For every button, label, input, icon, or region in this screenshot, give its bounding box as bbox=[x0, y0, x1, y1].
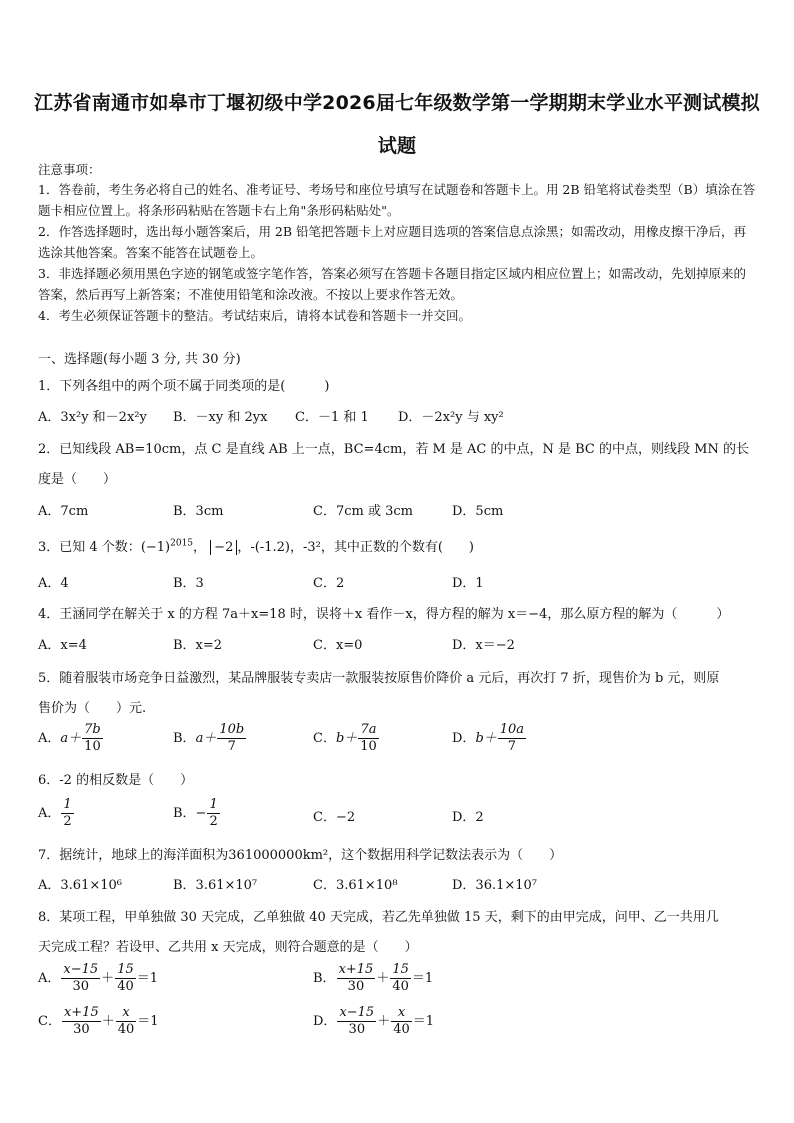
q8-b-den1: 30 bbox=[347, 979, 365, 994]
q8-c-frac1 bbox=[62, 1005, 101, 1038]
exam-title: 江苏省南通市如皋市丁堰初级中学2026届七年级数学第一学期期末学业水平测试模拟 bbox=[34, 92, 760, 114]
q8-b-equals: ＝1 bbox=[411, 971, 434, 986]
note-item-4: 4．考生必须保证答题卡的整洁。考试结束后，请将本试卷和答题卡一并交回。 bbox=[38, 308, 471, 323]
q5-option-b bbox=[173, 722, 247, 755]
q3-power-exp: 2015 bbox=[170, 538, 194, 549]
q5-d-label: D． bbox=[452, 731, 476, 746]
q4-option-a: A．x=4 bbox=[38, 638, 87, 653]
q6-a-label: A． bbox=[38, 806, 61, 821]
q8-b-num1: x+15 bbox=[338, 962, 374, 977]
q2-stem: 2．已知线段 AB=10cm，点 C 是直线 AB 上一点，BC=4cm，若 M 是 AC 的中点，N 是 BC 的中点，则线段 MN 的长 bbox=[38, 442, 749, 457]
q8-option-c bbox=[38, 1005, 159, 1038]
q6-b-label: B．− bbox=[173, 806, 207, 821]
q6-b-numerator: 1 bbox=[209, 797, 218, 812]
q5-b-denominator: 7 bbox=[227, 739, 236, 754]
q8-stem: 8．某项工程，甲单独做 30 天完成，乙单独做 40 天完成，若乙先单独做 15 天，剩下的由甲完成，问甲、乙一共用几 bbox=[38, 910, 719, 925]
q5-stem: 5．随着服装市场竞争日益激烈，某品牌服装专卖店一款服装按原售价降价 a 元后，再次打 7 折，现售价为 b 元，则原 bbox=[38, 671, 720, 686]
q6-option-d: D．2 bbox=[452, 810, 484, 825]
note-item-1: 1．答卷前，考生务必将自己的姓名、准考证号、考场号和座位号填写在试题卷和答题卡上。用 2B 铅笔将试卷类型（B）填涂在答题卡相应位置上。将条形码粘贴在答题卡右上角"条形码粘贴处"。 bbox=[38, 182, 756, 218]
q8-c-label: C． bbox=[38, 1014, 61, 1029]
q1-option-a: A．3x²y 和－2x²y bbox=[38, 410, 147, 425]
q1-option-d: D．－2x²y 与 xy² bbox=[398, 410, 504, 425]
q3-prefix: 3．已知 4 个数： bbox=[38, 540, 141, 555]
q3-rest: ，-(-1.2)，-3²，其中正数的个数有( ) bbox=[237, 540, 474, 555]
q8-d-den1: 30 bbox=[348, 1022, 366, 1037]
q5-b-numerator: 10b bbox=[219, 722, 245, 737]
q5-c-fraction bbox=[358, 722, 379, 755]
q8-a-den1: 30 bbox=[72, 979, 90, 994]
q3-option-a: A．4 bbox=[38, 576, 69, 591]
q1-option-c: C．－1 和 1 bbox=[295, 410, 369, 425]
q5-option-a bbox=[38, 722, 104, 755]
q7-option-b: B．3.61×10⁷ bbox=[173, 878, 258, 893]
q2-option-a: A．7cm bbox=[38, 504, 89, 519]
q5-c-term: b＋ bbox=[335, 731, 358, 746]
q3-stem: 3．已知 4 个数：$(-1)^{2015}$， −2 ，-(-1.2)，-3²，其中正数的个数有( ) bbox=[38, 538, 474, 555]
notes-heading: 注意事项： bbox=[38, 162, 101, 177]
q2-option-b: B．3cm bbox=[173, 504, 224, 519]
q8-c-den2: 40 bbox=[117, 1022, 135, 1037]
q4-option-b: B．x=2 bbox=[173, 638, 223, 653]
q8-a-frac2 bbox=[115, 962, 136, 995]
q8-a-num1: x−15 bbox=[63, 962, 99, 977]
q7-option-d: D．36.1×10⁷ bbox=[452, 878, 538, 893]
q8-d-frac2 bbox=[391, 1005, 412, 1038]
q5-a-label: A． bbox=[38, 731, 61, 746]
q4-option-c: C．x=0 bbox=[313, 638, 363, 653]
q6-a-numerator: 1 bbox=[63, 797, 72, 812]
q8-option-a bbox=[38, 962, 158, 995]
q7-option-a: A．3.61×10⁶ bbox=[38, 878, 122, 893]
q5-c-label: C． bbox=[313, 731, 336, 746]
q6-option-b bbox=[173, 797, 221, 830]
q8-b-num2: 15 bbox=[392, 962, 409, 977]
q5-a-fraction bbox=[82, 722, 103, 755]
q8-b-plus: ＋ bbox=[376, 971, 390, 986]
q6-a-fraction bbox=[61, 797, 73, 830]
q8-a-den2: 40 bbox=[117, 979, 134, 994]
q8-d-equals: ＝1 bbox=[412, 1014, 435, 1029]
exam-title-line2: 试题 bbox=[377, 135, 417, 157]
q8-c-frac2 bbox=[116, 1005, 137, 1038]
q8-option-b bbox=[313, 962, 433, 995]
q2-stem-cont: 度是（ ） bbox=[38, 472, 117, 487]
q8-d-frac1 bbox=[337, 1005, 376, 1038]
q5-d-denominator: 7 bbox=[507, 739, 517, 754]
q6-option-c: C．−2 bbox=[313, 810, 356, 825]
q4-stem: 4．王涵同学在解关于 x 的方程 7a＋x=18 时，误将＋x 看作－x，得方程的解为 x＝−4，那么原方程的解为（ ） bbox=[38, 607, 730, 622]
q3-absolute-value: −2 bbox=[210, 540, 237, 555]
section-heading: 一、选择题(每小题 3 分, 共 30 分) bbox=[38, 352, 241, 367]
q2-option-c: C．7cm 或 3cm bbox=[313, 504, 413, 519]
q8-d-plus: ＋ bbox=[377, 1014, 391, 1029]
q7-ocean-area: 361000000km² bbox=[228, 848, 329, 863]
q6-option-a bbox=[38, 797, 75, 830]
q8-c-plus: ＋ bbox=[101, 1014, 115, 1029]
q5-c-numerator: 7a bbox=[358, 722, 379, 739]
q8-a-equals: ＝1 bbox=[136, 971, 159, 986]
q3-option-d: D．1 bbox=[452, 576, 484, 591]
q6-a-denominator: 2 bbox=[63, 814, 72, 829]
q8-a-frac1 bbox=[61, 962, 100, 995]
q8-c-den1: 30 bbox=[73, 1022, 90, 1037]
q7-stem bbox=[38, 844, 562, 863]
q7-stem-text: 7．据统计，地球上的海洋面积为 bbox=[38, 848, 229, 863]
q5-b-fraction bbox=[217, 722, 246, 755]
q8-a-label: A． bbox=[38, 971, 61, 986]
q8-b-den2: 40 bbox=[392, 979, 409, 994]
q5-d-numerator: 10a bbox=[499, 722, 525, 737]
q6-b-fraction bbox=[207, 797, 219, 830]
q5-b-label: B． bbox=[173, 731, 196, 746]
q5-a-term: a＋ bbox=[60, 731, 82, 746]
q8-d-num2: x bbox=[391, 1005, 412, 1022]
q8-b-label: B． bbox=[313, 971, 336, 986]
q5-c-denominator: 10 bbox=[360, 739, 377, 754]
q8-b-frac1 bbox=[337, 962, 376, 995]
q2-option-d: D．5cm bbox=[452, 504, 504, 519]
q8-stem-cont: 天完成工程？若设甲、乙共用 x 天完成，则符合题意的是（ ） bbox=[38, 940, 418, 955]
q5-a-denominator: 10 bbox=[84, 739, 101, 754]
q3-power-base: (−1) bbox=[140, 540, 171, 555]
q5-option-d bbox=[452, 722, 527, 755]
q7-stem-question: ，这个数据用科学记数法表示为（ ） bbox=[328, 848, 563, 863]
q8-c-num2: x bbox=[116, 1005, 137, 1022]
q7-option-c: C．3.61×10⁸ bbox=[313, 878, 398, 893]
q5-d-term: b＋ bbox=[475, 731, 497, 746]
q8-b-frac2 bbox=[390, 962, 411, 995]
q5-b-term: a＋ bbox=[195, 731, 217, 746]
note-item-2: 2．作答选择题时，选出每小题答案后，用 2B 铅笔把答题卡上对应题目选项的答案信息点涂黑；如需改动，用橡皮擦干净后，再选涂其他答案。答案不能答在试题卷上。 bbox=[38, 224, 747, 260]
q8-a-plus: ＋ bbox=[101, 971, 115, 986]
q5-d-fraction bbox=[498, 722, 526, 755]
q8-d-den2: 40 bbox=[393, 1022, 410, 1037]
note-item-3: 3．非选择题必须用黑色字迹的钢笔或签字笔作答，答案必须写在答题卡各题目指定区域内相应位置上；如需改动，先划掉原来的答案，然后再写上新答案；不准使用铅笔和涂改液。不按以上要求作答无效。 bbox=[38, 266, 746, 302]
q8-d-label: D． bbox=[313, 1014, 337, 1029]
q1-option-b: B．－xy 和 2yx bbox=[173, 410, 268, 425]
q5-stem-cont: 售价为（ ）元. bbox=[38, 701, 147, 716]
q3-option-c: C．2 bbox=[313, 576, 345, 591]
q8-d-num1: x−15 bbox=[339, 1005, 375, 1020]
q3-option-b: B．3 bbox=[173, 576, 204, 591]
q8-c-equals: ＝1 bbox=[137, 1014, 159, 1029]
q1-stem: 1．下列各组中的两个项不属于同类项的是( ) bbox=[38, 379, 330, 394]
q6-stem: 6．-2 的相反数是（ ） bbox=[38, 773, 194, 788]
q8-option-d bbox=[313, 1005, 434, 1038]
q8-c-num1: x+15 bbox=[63, 1005, 99, 1020]
q5-a-numerator: 7b bbox=[84, 722, 101, 737]
q8-a-num2: 15 bbox=[117, 962, 134, 977]
q6-b-denominator: 2 bbox=[209, 814, 218, 829]
q5-option-c bbox=[313, 722, 380, 755]
q4-option-d: D．x＝−2 bbox=[452, 638, 515, 653]
